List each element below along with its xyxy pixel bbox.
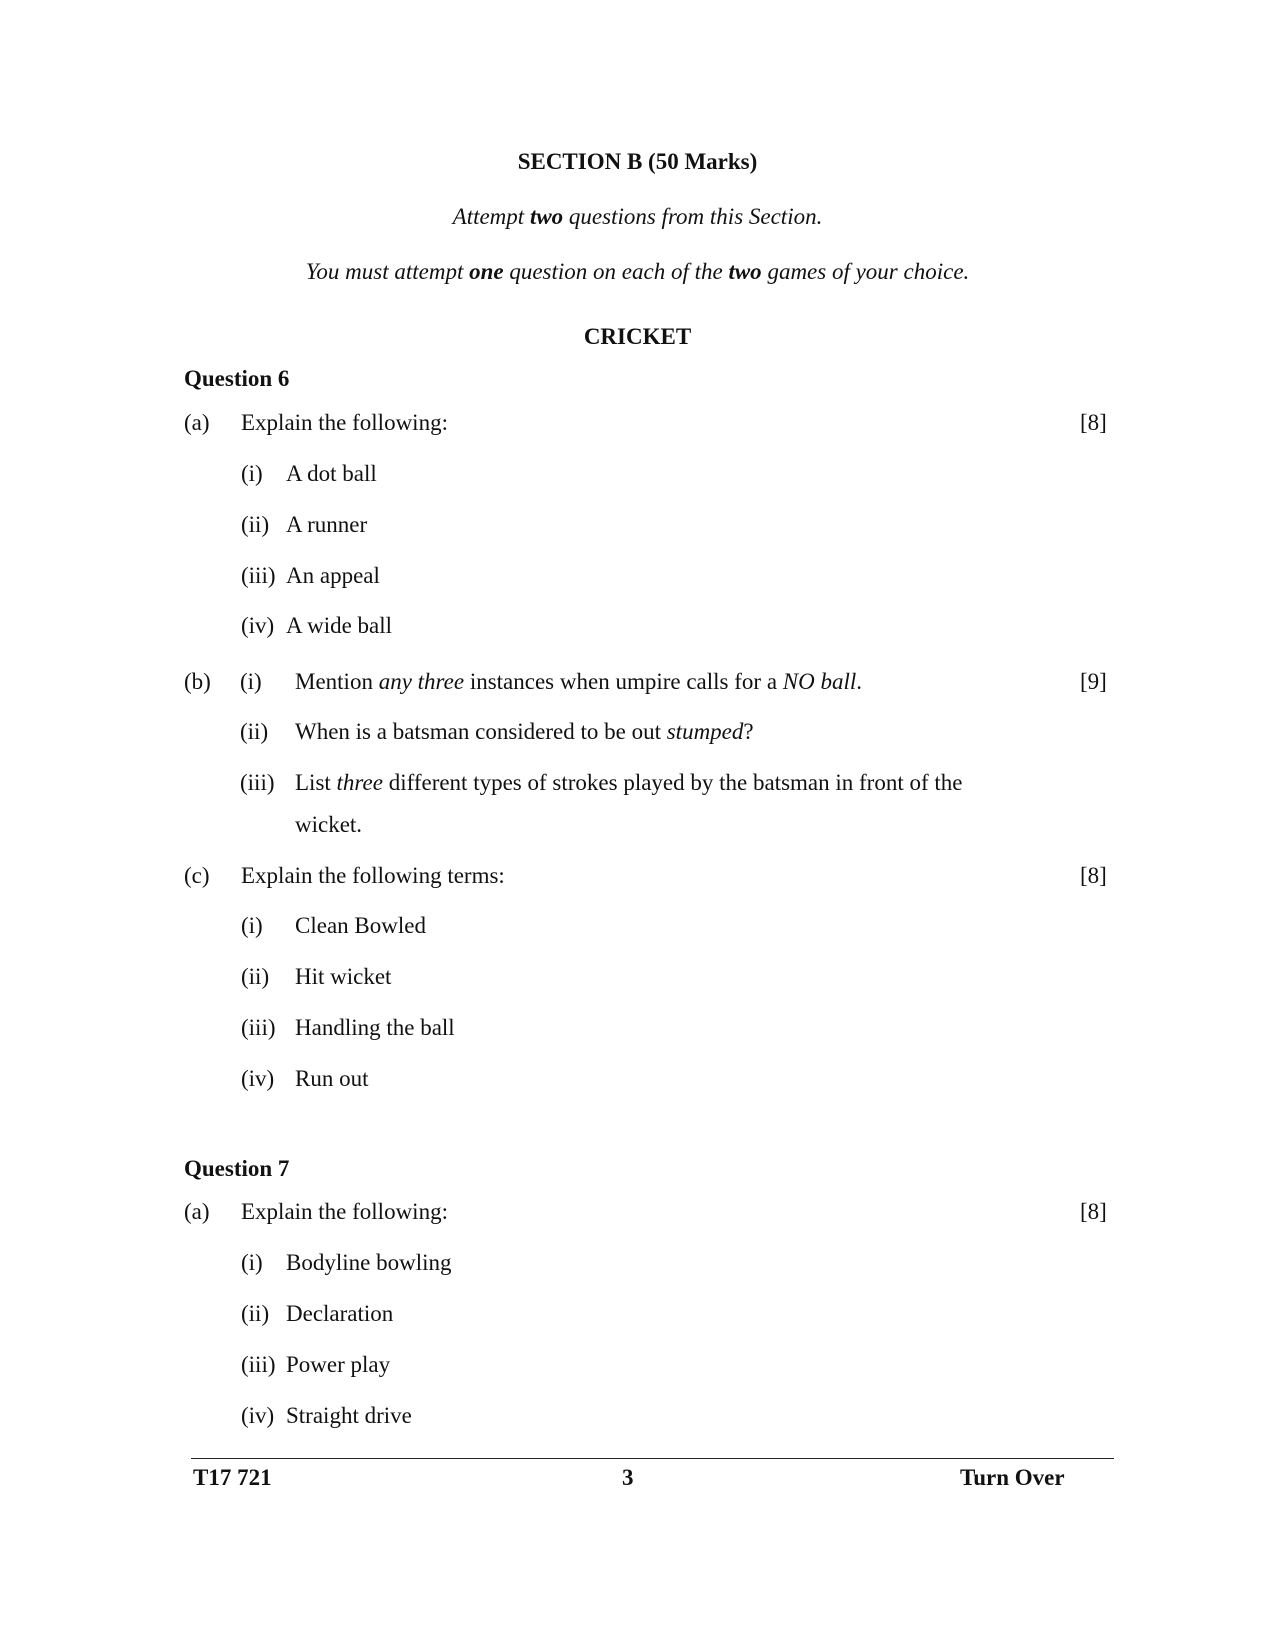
q6c-item-text: Run out [295, 1066, 369, 1091]
q6c-item-text: Clean Bowled [295, 913, 426, 938]
question-7-title: Question 7 [184, 1156, 290, 1181]
q6a-item-text: A runner [286, 512, 368, 537]
question-6-title: Question 6 [184, 366, 290, 391]
q7a-label: (a) [184, 1199, 210, 1224]
q6a-item-num: (iv) [241, 613, 275, 638]
q6b-iii-num: (iii) [240, 770, 275, 795]
q6c-label: (c) [184, 863, 210, 888]
q6a-item-num: (ii) [241, 512, 270, 537]
footer-turn-over: Turn Over [960, 1465, 1065, 1490]
q7a-item-num: (iv) [241, 1403, 275, 1428]
q6a-marks: [8] [1080, 410, 1107, 435]
q6c-item-num: (iv) [241, 1066, 275, 1091]
q6b-ii-num: (ii) [240, 719, 269, 744]
section-instruction-2: You must attempt one question on each of the two games of your choice. [305, 259, 970, 284]
q6b-i-text: Mention any three instances when umpire calls for a NO ball. [295, 669, 863, 694]
q7a-item-text: Power play [286, 1352, 391, 1377]
q7a-marks: [8] [1080, 1199, 1107, 1224]
q6c-item-num: (i) [241, 913, 263, 938]
section-instruction-1: Attempt two questions from this Section. [452, 204, 823, 229]
q6c-item-num: (iii) [241, 1015, 276, 1040]
q6c-marks: [8] [1080, 863, 1107, 888]
q6a-label: (a) [184, 410, 210, 435]
q7a-item-text: Bodyline bowling [286, 1250, 452, 1275]
q6a-item-text: A dot ball [286, 461, 377, 486]
q6c-item-num: (ii) [241, 964, 270, 989]
q7a-item-num: (iii) [241, 1352, 276, 1377]
q7a-text: Explain the following: [241, 1199, 448, 1224]
q6b-marks: [9] [1080, 669, 1107, 694]
footer-paper-code: T17 721 [193, 1465, 272, 1490]
q6b-i-num: (i) [240, 669, 262, 694]
q6a-item-num: (i) [241, 461, 263, 486]
q6c-item-text: Hit wicket [295, 964, 392, 989]
q7a-item-num: (i) [241, 1250, 263, 1275]
footer-rule [191, 1458, 1114, 1459]
q6b-iii-text-line2: wicket. [295, 812, 363, 837]
q6b-iii-text: List three different types of strokes played by the batsman in front of the [295, 770, 963, 795]
q7a-item-text: Straight drive [286, 1403, 412, 1428]
q6a-item-text: A wide ball [286, 613, 393, 638]
q6a-text: Explain the following: [241, 410, 448, 435]
q7a-item-num: (ii) [241, 1301, 270, 1326]
q6a-item-text: An appeal [286, 563, 380, 588]
q6b-label: (b) [184, 669, 211, 694]
game-heading: CRICKET [583, 324, 692, 349]
q7a-item-text: Declaration [286, 1301, 394, 1326]
q6b-ii-text: When is a batsman considered to be out stumped? [295, 719, 754, 744]
q6a-item-num: (iii) [241, 563, 276, 588]
q6c-item-text: Handling the ball [295, 1015, 455, 1040]
section-title: SECTION B (50 Marks) [517, 149, 758, 174]
q6c-text: Explain the following terms: [241, 863, 505, 888]
footer-page-number: 3 [622, 1465, 634, 1490]
